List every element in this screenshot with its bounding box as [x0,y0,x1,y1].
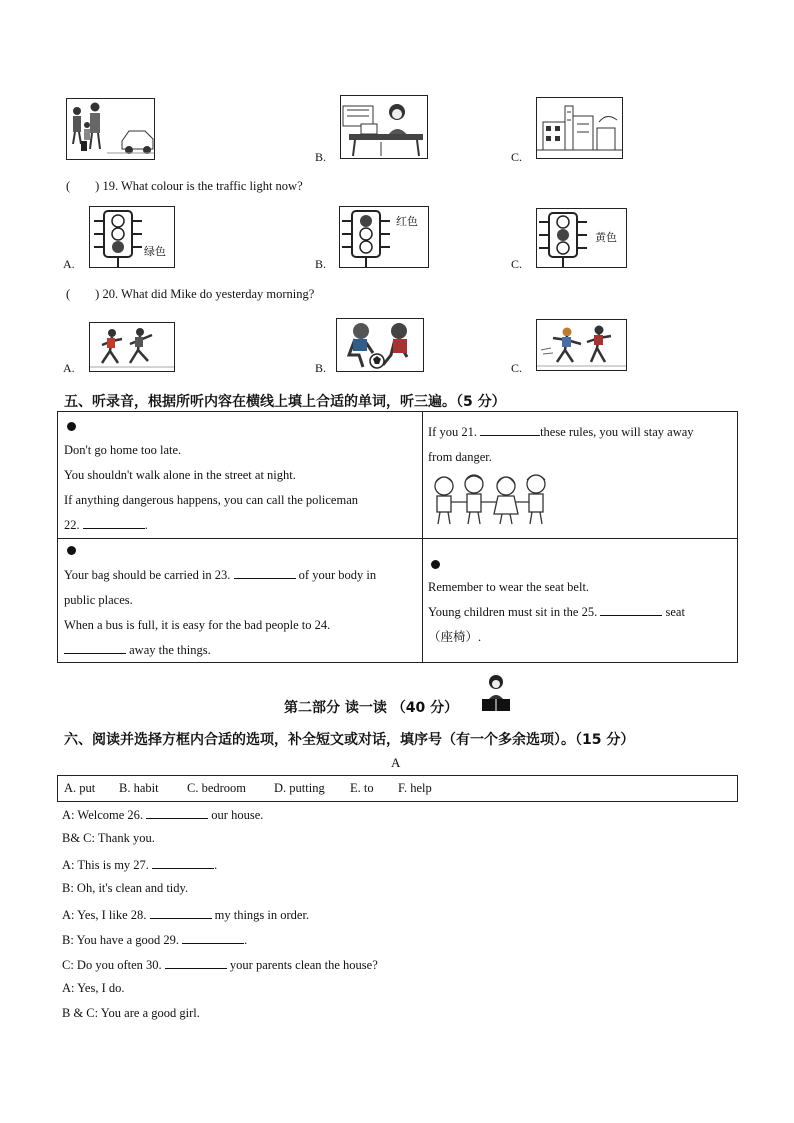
dialogue-line-7-text: C: Do you often 30. [62,958,162,972]
q19-picture-b-label: 红色 [396,215,418,228]
cell4-line2 [428,600,685,625]
passage-a-label: A [391,755,401,770]
option-e: E. to [350,781,374,795]
q19-picture-c-label: 黄色 [595,231,617,244]
cell2-line1 [428,420,694,445]
dialogue-line-1 [62,806,263,823]
cell3-line3: When a bus is full, it is easy for the bad people to 24. [64,618,331,632]
dialogue-line-7 [62,956,378,973]
cell1-line1: Don't go home too late. [64,443,182,457]
dialogue-line-6 [62,931,247,948]
cell1-bullet [67,422,76,431]
cell4-line1: Remember to wear the seat belt. [428,580,590,594]
blank-25[interactable] [600,601,662,616]
section5-table [57,411,738,663]
dialogue-line-2: B& C: Thank you. [62,831,155,845]
q18-picture-a [66,98,155,160]
q19-picture-c [536,208,627,268]
q19-picture-b [339,206,429,268]
blank-25-number: Young children must sit in the 25. [428,605,598,619]
q20-answer-bracket[interactable]: ( ) [66,287,100,301]
blank-24[interactable] [64,639,126,654]
children-holding-hands-picture [428,470,552,526]
blank-28[interactable] [150,906,212,919]
blank-23[interactable] [234,564,296,579]
option-b: B. habit [119,781,159,795]
dialogue-line-5 [62,906,309,923]
q18-label-c: C. [511,150,523,164]
option-f: F. help [398,781,432,795]
q18-label-b: B. [315,150,327,164]
cell1-line3: If anything dangerous happens, you can call the policeman [64,493,359,507]
blank-27[interactable] [152,856,214,869]
q19-picture-a [89,206,175,268]
table-divider-vertical [422,412,423,662]
q19-question [66,176,303,194]
cell2-line1-end: these rules, you will stay away [540,425,694,439]
blank-22-number: 22. [64,518,80,532]
q20-picture-b [336,318,424,372]
cell1-line4-end: . [144,518,148,532]
q20-picture-a [89,322,175,372]
option-a: A. put [64,781,96,795]
cell3-line2: public places. [64,593,133,607]
blank-26[interactable] [146,806,208,819]
dialogue-line-5-end: my things in order. [211,908,310,922]
dialogue-line-3 [62,856,217,873]
option-d: D. putting [274,781,325,795]
section6-title: 六、阅读并选择方框内合适的选项，补全短文或对话，填序号（有一个多余选项）。（15 分） [64,732,635,748]
dialogue-line-6-end: . [244,933,248,947]
dialogue-line-3-end: . [214,858,218,872]
dialogue-line-9: B & C: You are a good girl. [62,1006,200,1020]
table-divider-horizontal [58,538,737,539]
cell2-line2: from danger. [428,450,492,464]
dialogue-line-1-end: our house. [208,808,264,822]
cell3-bullet [67,546,76,555]
dialogue-line-1-text: A: Welcome 26. [62,808,144,822]
cell3-line4 [64,638,211,663]
dialogue-line-6-text: B: You have a good 29. [62,933,180,947]
q20-label-b: B. [315,361,327,375]
part2-title: 第二部分 读一读 （40 分） [284,700,459,716]
options-box [57,775,738,802]
q18-picture-c [536,97,623,159]
q19-label-a: A. [63,257,75,271]
dialogue-line-8: A: Yes, I do. [62,981,125,995]
section5-title: 五、听录音，根据所听内容在横线上填上合适的单词，听三遍。（5 分） [64,394,506,410]
cell4-line3: （座椅）. [428,630,482,644]
dialogue-line-3-text: A: This is my 27. [62,858,149,872]
blank-21-number: If you 21. [428,425,477,439]
cell1-line4 [64,513,148,538]
q20-text: 20. What did Mike do yesterday morning? [102,287,315,301]
q18-picture-b [340,95,428,159]
blank-30[interactable] [165,956,227,969]
q19-picture-a-label: 绿色 [144,245,166,258]
dialogue-line-7-end: your parents clean the house? [226,958,378,972]
cell3-line1 [64,563,376,588]
reading-girl-icon [480,673,512,713]
cell3-line1-end: of your body in [298,568,377,582]
blank-29[interactable] [182,931,244,944]
q19-label-c: C. [511,257,523,271]
blank-21[interactable] [480,421,540,436]
blank-23-number: Your bag should be carried in 23. [64,568,231,582]
cell4-line2-end: seat [665,605,685,619]
q20-label-c: C. [511,361,523,375]
q20-question [66,284,314,302]
q19-answer-bracket[interactable]: ( ) [66,179,100,193]
q20-picture-c [536,319,627,371]
cell1-line2: You shouldn't walk alone in the street at night. [64,468,296,482]
q19-text: 19. What colour is the traffic light now? [102,179,303,193]
option-c: C. bedroom [187,781,247,795]
blank-22[interactable] [83,514,145,529]
q20-label-a: A. [63,361,75,375]
q19-label-b: B. [315,257,327,271]
dialogue-line-5-text: A: Yes, I like 28. [62,908,147,922]
dialogue-line-4: B: Oh, it's clean and tidy. [62,881,189,895]
cell4-bullet [431,560,440,569]
cell3-line4-end: away the things. [129,643,211,657]
